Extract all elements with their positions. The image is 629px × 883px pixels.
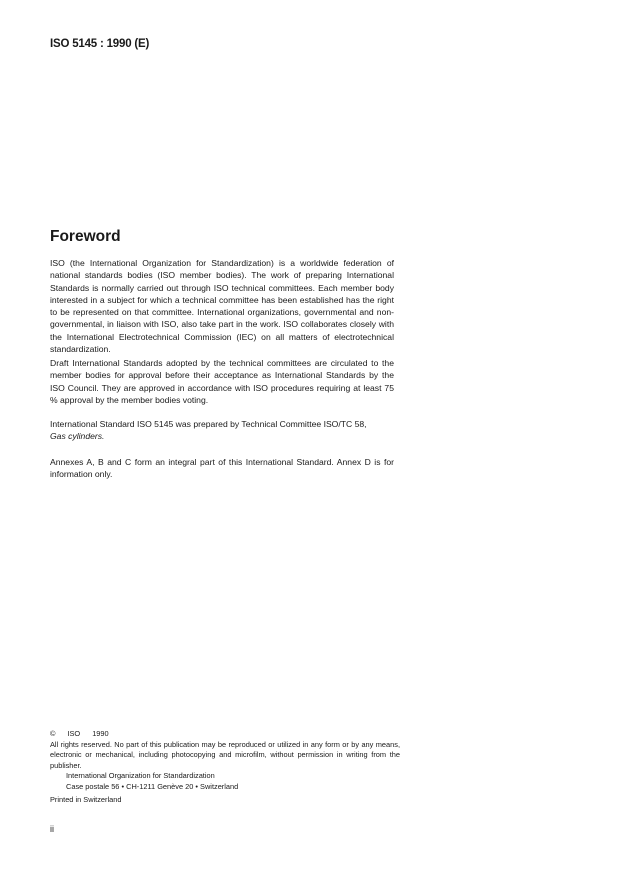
foreword-paragraph-3 bbox=[50, 418, 394, 443]
committee-statement: International Standard ISO 5145 was prepared by Technical Committee ISO/TC 58, bbox=[50, 419, 367, 429]
publisher-address: Case postale 56 • CH-1211 Genève 20 • Switzerland bbox=[66, 781, 239, 791]
rights-statement: All rights reserved. No part of this publication may be reproduced or utilized in any form or by any means, electronic or mechanical, including photocopying and microfilm, without permission in writing from the publisher. bbox=[50, 739, 400, 770]
page-number: ii bbox=[50, 824, 54, 834]
page-title: Foreword bbox=[50, 228, 121, 245]
printed-in: Printed in Switzerland bbox=[50, 794, 122, 804]
copyright-year: 1990 bbox=[92, 729, 109, 738]
copyright-block bbox=[50, 729, 400, 805]
copyright-org: ISO bbox=[67, 729, 81, 738]
foreword-paragraph-1: ISO (the International Organization for Standardization) is a worldwide federation of national standards bodies (ISO member bodies). The work of preparing International Standards is normally carried out through ISO technical committees. Each member body interested in a subject for which a technical committee has been established has the right to be represented on that committee. International organizations, governmental and non-governmental, in liaison with ISO, also take part in the work. ISO collaborates closely with the International Electrotechnical Commission (IEC) on all matters of electrotechnical standardization. bbox=[50, 258, 394, 355]
committee-subject: Gas cylinders. bbox=[50, 431, 105, 442]
copyright-line bbox=[50, 729, 400, 740]
copyright-symbol: © bbox=[50, 729, 56, 738]
publisher-name: International Organization for Standardization bbox=[66, 771, 215, 781]
foreword-paragraph-4: Annexes A, B and C form an integral part of this International Standard. Annex D is for information only. bbox=[50, 457, 394, 480]
foreword-paragraph-2: Draft International Standards adopted by the technical committees are circulated to the member bodies for approval before their acceptance as International Standards by the ISO Council. They are approved in accordance with ISO procedures requiring at least 75 % approval by the member bodies voting. bbox=[50, 358, 394, 405]
document-header: ISO 5145 : 1990 (E) bbox=[50, 38, 150, 50]
